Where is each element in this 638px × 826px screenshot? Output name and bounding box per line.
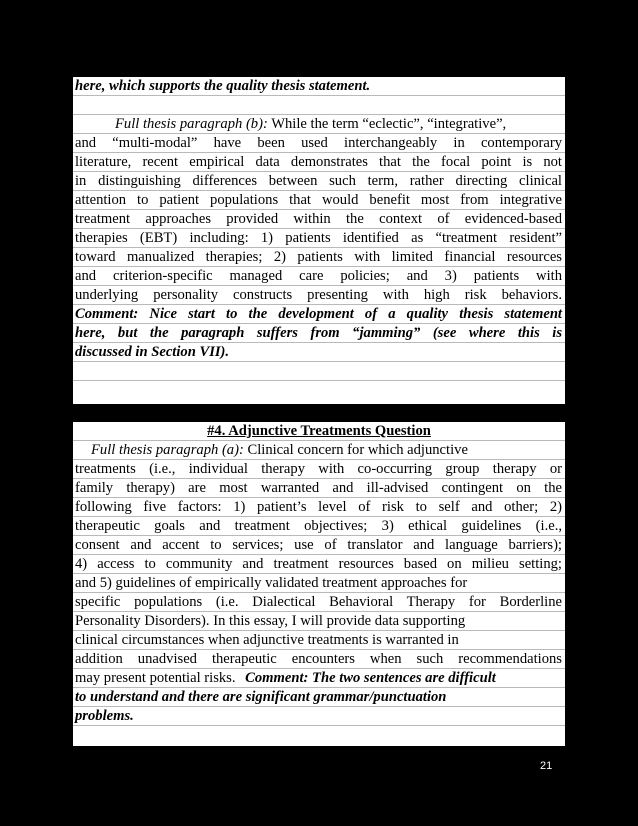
section-heading: #4. Adjunctive Treatments Question [207, 423, 431, 439]
text-segment: may present potential risks. [75, 670, 240, 686]
text-segment: Clinical concern for which adjunctive [243, 442, 468, 458]
text-line: Personality Disorders). In this essay, I will provide data supporting [73, 612, 565, 631]
text-line: following five factors: 1) patient’s level of risk to self and other; 2) [73, 498, 565, 517]
comment-line: to understand and there are significant grammar/punctuation [73, 688, 565, 707]
text-line: and “multi-modal” have been used interchangeably in contemporary [73, 134, 565, 153]
comment-line: Comment: Nice start to the development of a quality thesis statement [73, 305, 565, 324]
text-line [73, 441, 565, 460]
text-line: and 5) guidelines of empirically validated treatment approaches for [73, 574, 565, 593]
text-line: here, which supports the quality thesis statement. [73, 77, 565, 96]
text-line: consent and accent to services; use of translator and language barriers); [73, 536, 565, 555]
text-line [73, 669, 565, 688]
comment-line: discussed in Section VII). [73, 343, 565, 362]
text-line: underlying personality constructs presenting with high risk behaviors. [73, 286, 565, 305]
comment-segment: Comment: The two sentences are difficult [245, 670, 496, 686]
text-line: family therapy) are most warranted and ill-advised contingent on the [73, 479, 565, 498]
section-heading-line [73, 422, 565, 441]
text-line: treatment approaches provided within the context of evidenced-based [73, 210, 565, 229]
feedback-table-section-2 [72, 421, 566, 747]
feedback-table-section-1 [72, 76, 566, 405]
text-line: in distinguishing differences between such term, rather directing clinical [73, 172, 565, 191]
text-line: clinical circumstances when adjunctive treatments is warranted in [73, 631, 565, 650]
paragraph-label: Full thesis paragraph (a): [91, 442, 244, 458]
text-line: 4) access to community and treatment resources based on milieu setting; [73, 555, 565, 574]
blank-line [73, 726, 565, 745]
comment-line: problems. [73, 707, 565, 726]
text-line: treatments (i.e., individual therapy with co-occurring group therapy or [73, 460, 565, 479]
paragraph-label: Full thesis paragraph (b): [115, 116, 268, 132]
text-line: therapies (EBT) including: 1) patients identified as “treatment resident” [73, 229, 565, 248]
text-segment: While the term “eclectic”, “integrative”, [267, 116, 507, 132]
text-line: specific populations (i.e. Dialectical Behavioral Therapy for Borderline [73, 593, 565, 612]
text-line: therapeutic goals and treatment objectives; 3) ethical guidelines (i.e., [73, 517, 565, 536]
blank-line [73, 381, 565, 400]
text-line: attention to patient populations that would benefit most from integrative [73, 191, 565, 210]
text-line: toward manualized therapies; 2) patients with limited financial resources [73, 248, 565, 267]
text-line: addition unadvised therapeutic encounters when such recommendations [73, 650, 565, 669]
text-line: literature, recent empirical data demonstrates that the focal point is not [73, 153, 565, 172]
blank-line [73, 362, 565, 381]
comment-line: here, but the paragraph suffers from “jamming” (see where this is [73, 324, 565, 343]
page-number: 21 [540, 760, 553, 772]
text-line: and criterion-specific managed care policies; and 3) patients with [73, 267, 565, 286]
blank-line [73, 96, 565, 115]
text-line [73, 115, 565, 134]
